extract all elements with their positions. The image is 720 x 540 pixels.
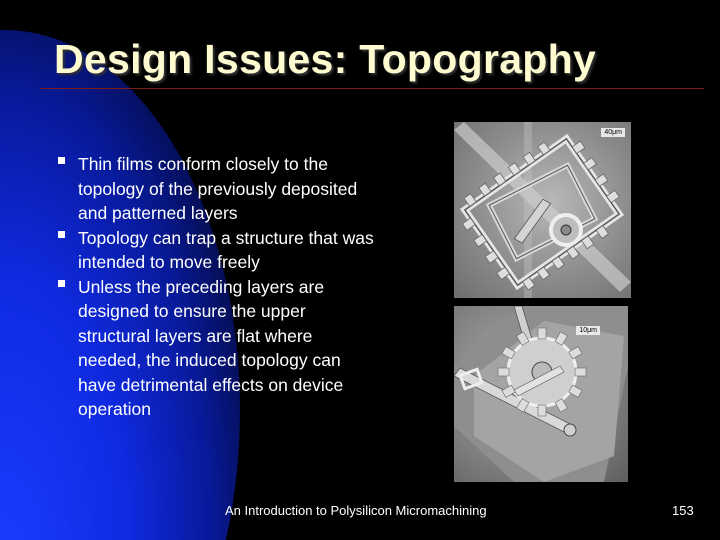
square-bullet-icon [58, 231, 65, 238]
bullet-text: Thin films conform closely to the topology of the previously deposited and patterned layers [78, 154, 358, 223]
scale-bar-label: 10μm [576, 326, 600, 335]
bullet-item [58, 226, 378, 275]
scale-bar-label: 40μm [601, 128, 625, 137]
square-bullet-icon [58, 157, 65, 164]
bullet-item [58, 152, 378, 226]
footer-text: An Introduction to Polysilicon Micromachining [225, 503, 487, 518]
sem-micrograph-gear-frame-image [454, 122, 631, 298]
page-number: 153 [672, 503, 694, 518]
sem-micrograph-gear-hinge-icon [454, 306, 628, 482]
square-bullet-icon [58, 280, 65, 287]
bullet-list [58, 152, 378, 422]
slide-title: Design Issues: Topography [54, 36, 597, 82]
bullet-item [58, 275, 378, 422]
bullet-text: Topology can trap a structure that was intended to move freely [78, 227, 374, 272]
title-underline [40, 88, 704, 89]
sem-micrograph-gear-hinge-image [454, 306, 628, 482]
bullet-text: Unless the preceding layers are designed to ensure the upper structural layers are flat where needed, the induced topology can have detrimental effects on device operation [78, 276, 344, 419]
sem-micrograph-gear-frame-icon [454, 122, 631, 298]
